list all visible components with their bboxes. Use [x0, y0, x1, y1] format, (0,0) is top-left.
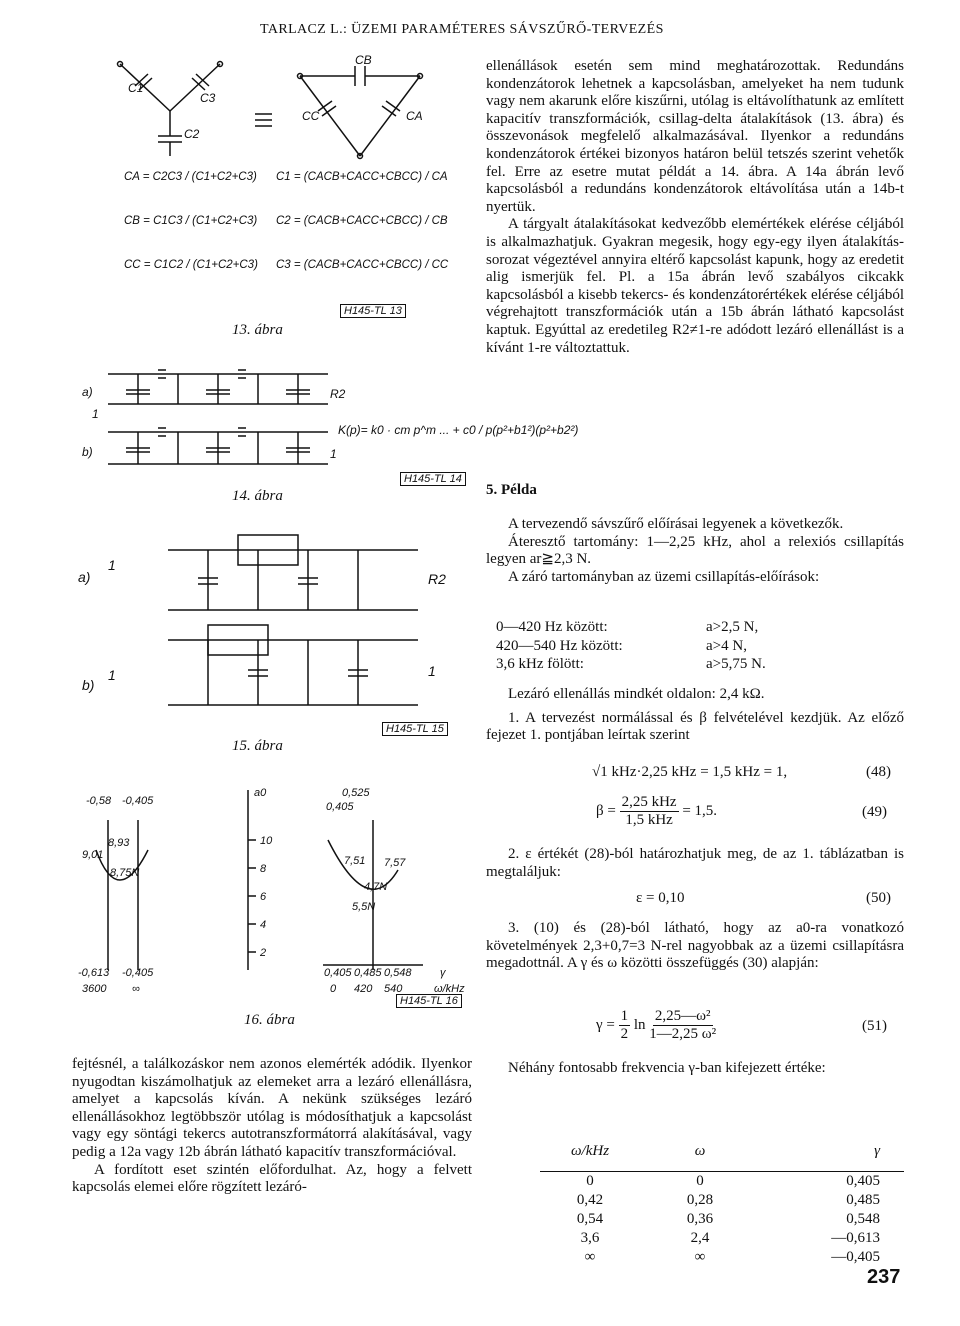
- svg-text:C2: C2: [184, 127, 200, 141]
- example-block-3: 2. ε értékét (28)-ból határozhatjuk meg, de az 1. táblázatban is megtaláljuk:: [486, 846, 904, 880]
- svg-text:6: 6: [260, 891, 267, 903]
- equation-50: ε = 0,10: [636, 890, 685, 906]
- svg-text:1: 1: [330, 447, 337, 461]
- svg-text:7,51: 7,51: [344, 855, 366, 867]
- fig15-caption: 15. ábra: [232, 738, 283, 754]
- f13-cb-formula: CB = C1C3 / (C1+C2+C3): [124, 215, 258, 227]
- svg-text:0,525: 0,525: [342, 787, 370, 799]
- svg-text:8,75N: 8,75N: [110, 867, 140, 879]
- intro-paragraph-2: A tárgyalt átalakításokat kedvezőbb elemértékek elérése céljából is alkalmazhatjuk. Gyakran megesik, hogy egy-egy ilyen átalakítás-sorozat végeztével annyira eltérő kapcsolást kapunk, hogy az eredetit alig ismerjük fel. Pl. a 15a ábrán levő szabályos cikcakk kapcsolásból a kisebb tekercs- és kondenzátorértékek elérése céljából végrehajtott transzformációk után a 15b ábrán látható kapcsolást kaptuk. Egyúttal az eredetileg R2≠1-re adódott lezáró ellenállást is a kívánt 1-re változtattuk.: [486, 216, 904, 356]
- section-title: 5. Példa: [486, 482, 537, 498]
- svg-text:-0,613: -0,613: [78, 967, 110, 979]
- fig15-label-1: 1: [108, 557, 116, 573]
- equation-51: γ = $\frac{1}{2}$ ln $\frac{\text{2,25—ω²}}{\text{1—2,25 ω²}}$: [596, 1008, 717, 1042]
- svg-text:C1: C1: [128, 81, 144, 95]
- svg-text:9,01: 9,01: [82, 849, 104, 861]
- page-number: 237: [867, 1266, 901, 1288]
- fig14-tag: H145-TL 14: [400, 472, 466, 486]
- svg-text:540: 540: [384, 983, 403, 995]
- example-block-2: Lezáró ellenállás mindkét oldalon: 2,4 kΩ. 1. A tervezést normálással és β felvételével kezdjük. Az előző fejezet 1. pontjában leírtak szerint: [486, 686, 904, 744]
- svg-text:CA: CA: [406, 109, 423, 123]
- figure-13-star-delta: [110, 53, 449, 326]
- svg-text:0,485: 0,485: [354, 967, 382, 979]
- example-block-4: 3. (10) és (28)-ból látható, hogy az a0-ra vonatkozó követelmények 2,3+0,7=3 N-rel nagyobbak az a üzemi csillapításra megadottnál. A γ és ω közötti összefüggés (30) alapján:: [486, 920, 904, 972]
- fig14-label-r2: R2: [330, 387, 346, 401]
- svg-text:4,7N: 4,7N: [364, 881, 388, 893]
- fig14-label-b: b): [82, 445, 93, 459]
- svg-text:0,405: 0,405: [326, 801, 354, 813]
- table-row: ∞ ∞ —0,405: [584, 1249, 880, 1265]
- svg-text:4: 4: [260, 919, 267, 931]
- svg-text:-0,58: -0,58: [86, 795, 112, 807]
- svg-text:CB: CB: [355, 53, 372, 67]
- fig16-caption: 16. ábra: [244, 1012, 295, 1028]
- svg-text:8,93: 8,93: [108, 837, 130, 849]
- svg-text:∞: ∞: [132, 983, 140, 995]
- table-row: 0,54 0,36 0,548: [576, 1211, 880, 1227]
- fig15-label-b: b): [82, 677, 95, 693]
- svg-text:γ: γ: [440, 967, 446, 979]
- equation-48: √1 kHz·2,25 kHz = 1,5 kHz = 1,: [592, 764, 788, 780]
- svg-text:-0,405: -0,405: [122, 795, 154, 807]
- right-column-intro: [486, 58, 904, 357]
- figure-15-circuit: [78, 520, 468, 720]
- lower-paragraph-1: fejtésnél, a találkozáskor nem azonos elemérték adódik. Ilyenkor nyugodtan kiszámolhatjuk az elemeket arra a lezáró ellenállásra, amelyet a kapcsolás kíván. A nekünk szükséges lezáró ellenállásokhoz legtöbbször utólag is módosíthatjuk a kapcsolást vagy egy söntági tekercs autotranszformátorrá alakításával, vagy pedig a 12a vagy 12b ábrán látható kapacitív transzformációval.: [72, 1056, 472, 1160]
- f13-c1-formula: C1 = (CACB+CACC+CBCC) / CA: [276, 171, 448, 183]
- svg-text:420: 420: [354, 983, 373, 995]
- left-column-lower: [72, 1056, 472, 1197]
- fig16-axis-label: a0: [254, 787, 267, 799]
- svg-text:0,405: 0,405: [324, 967, 352, 979]
- equation-49: β = $\frac{\text{2,25 kHz}}{\text{1,5 kHz}}$ = 1,5.: [596, 794, 718, 828]
- example-block: A tervezendő sávszűrő előírásai legyenek a következők. Áteresztő tartomány: 1—2,25 kHz, ahol a relexiós csillapítás legyen ar≧2,3 N. A záró tartományban az üzemi csillapítás-előírások:: [486, 516, 904, 585]
- gamma-table: ω/kHz ω γ 0 0 0,405 0,42 0,28 0,485 0,54 0,36 0,548 3,6 2,4 —0,613 ∞ ∞ —0,405: [540, 1136, 904, 1267]
- fig13-caption: 13. ábra: [232, 322, 283, 338]
- svg-text:0: 0: [330, 983, 337, 995]
- figure-14-circuit: [78, 364, 579, 482]
- svg-text:8: 8: [260, 863, 267, 875]
- svg-text:CC: CC: [302, 109, 320, 123]
- intro-paragraph-1: ellenállások esetén sem mind meghatározottak. Redundáns kondenzátorok lehetnek a kapcsolásban, amelyeket ha nem tudunk vagy nem akarunk előre kiszűrni, utólag is eltávolíthatunk az említett kapacitív transzformációk, csillag-delta átalakítások (13. ábra) és összevonások megfelelő alkalmazásával. Ilyenkor a redundáns kondenzátorok értékei bizonyos határon belül tetszés szerint vehetők fel. Erre az esetre mutat példát a 14. ábra. A 14a ábrán levő kapcsolásból a redundáns kondenzátorok eltávolítása után a 14b-t nyertük.: [486, 58, 904, 215]
- svg-text:1: 1: [108, 667, 116, 683]
- table-row: 0 0 0,405: [586, 1173, 880, 1189]
- example-block-5: Néhány fontosabb frekvencia γ-ban kifejezett értéke:: [508, 1060, 826, 1076]
- f13-cc-formula: CC = C1C2 / (C1+C2+C3): [124, 259, 258, 271]
- fig14-label-a: a): [82, 385, 93, 399]
- fig15-tag: H145-TL 15: [382, 722, 448, 736]
- svg-text:1: 1: [428, 663, 436, 679]
- attenuation-limits: 0—420 Hz között: a>2,5 N, 420—540 Hz között: a>4 N, 3,6 kHz fölött: a>5,75 N.: [496, 619, 766, 672]
- svg-text:5,5N: 5,5N: [352, 901, 376, 913]
- svg-text:7,57: 7,57: [384, 857, 406, 869]
- svg-text:C3: C3: [200, 91, 216, 105]
- table-row: 0,42 0,28 0,485: [576, 1192, 880, 1208]
- fig14-caption: 14. ábra: [232, 488, 283, 504]
- svg-text:-0,405: -0,405: [122, 967, 154, 979]
- lower-paragraph-2: A fordított eset szintén előfordulhat. Az, hogy a felvett kapcsolás elemei előre rögzített lezáró-: [72, 1161, 472, 1196]
- fig16-tag: H145-TL 16: [396, 994, 462, 1008]
- figure-16-attenuation-plot: [78, 780, 478, 1020]
- running-header: TARLACZ L.: ÜZEMI PARAMÉTERES SÁVSZŰRŐ-TERVEZÉS: [260, 22, 664, 37]
- svg-text:ω/kHz: ω/kHz: [434, 983, 465, 995]
- svg-text:K(p)= k0 · cm p^m ... + c0 / p: K(p)= k0 · cm p^m ... + c0 / p(p²+b1²)(p²+b2²): [338, 423, 579, 437]
- f13-c2-formula: C2 = (CACB+CACC+CBCC) / CB: [276, 215, 448, 227]
- svg-text:3600: 3600: [82, 983, 107, 995]
- table-row: 3,6 2,4 —0,613: [580, 1230, 880, 1246]
- svg-text:0,548: 0,548: [384, 967, 412, 979]
- fig13-tag: H145-TL 13: [340, 304, 406, 318]
- f13-ca-formula: CA = C2C3 / (C1+C2+C3): [124, 171, 257, 183]
- svg-text:2: 2: [260, 947, 267, 959]
- svg-text:10: 10: [260, 835, 273, 847]
- fig15-label-a: a): [78, 569, 91, 585]
- f13-c3-formula: C3 = (CACB+CACC+CBCC) / CC: [276, 259, 449, 271]
- fig15-label-r2: R2: [428, 571, 446, 587]
- fig14-label-1: 1: [92, 407, 99, 421]
